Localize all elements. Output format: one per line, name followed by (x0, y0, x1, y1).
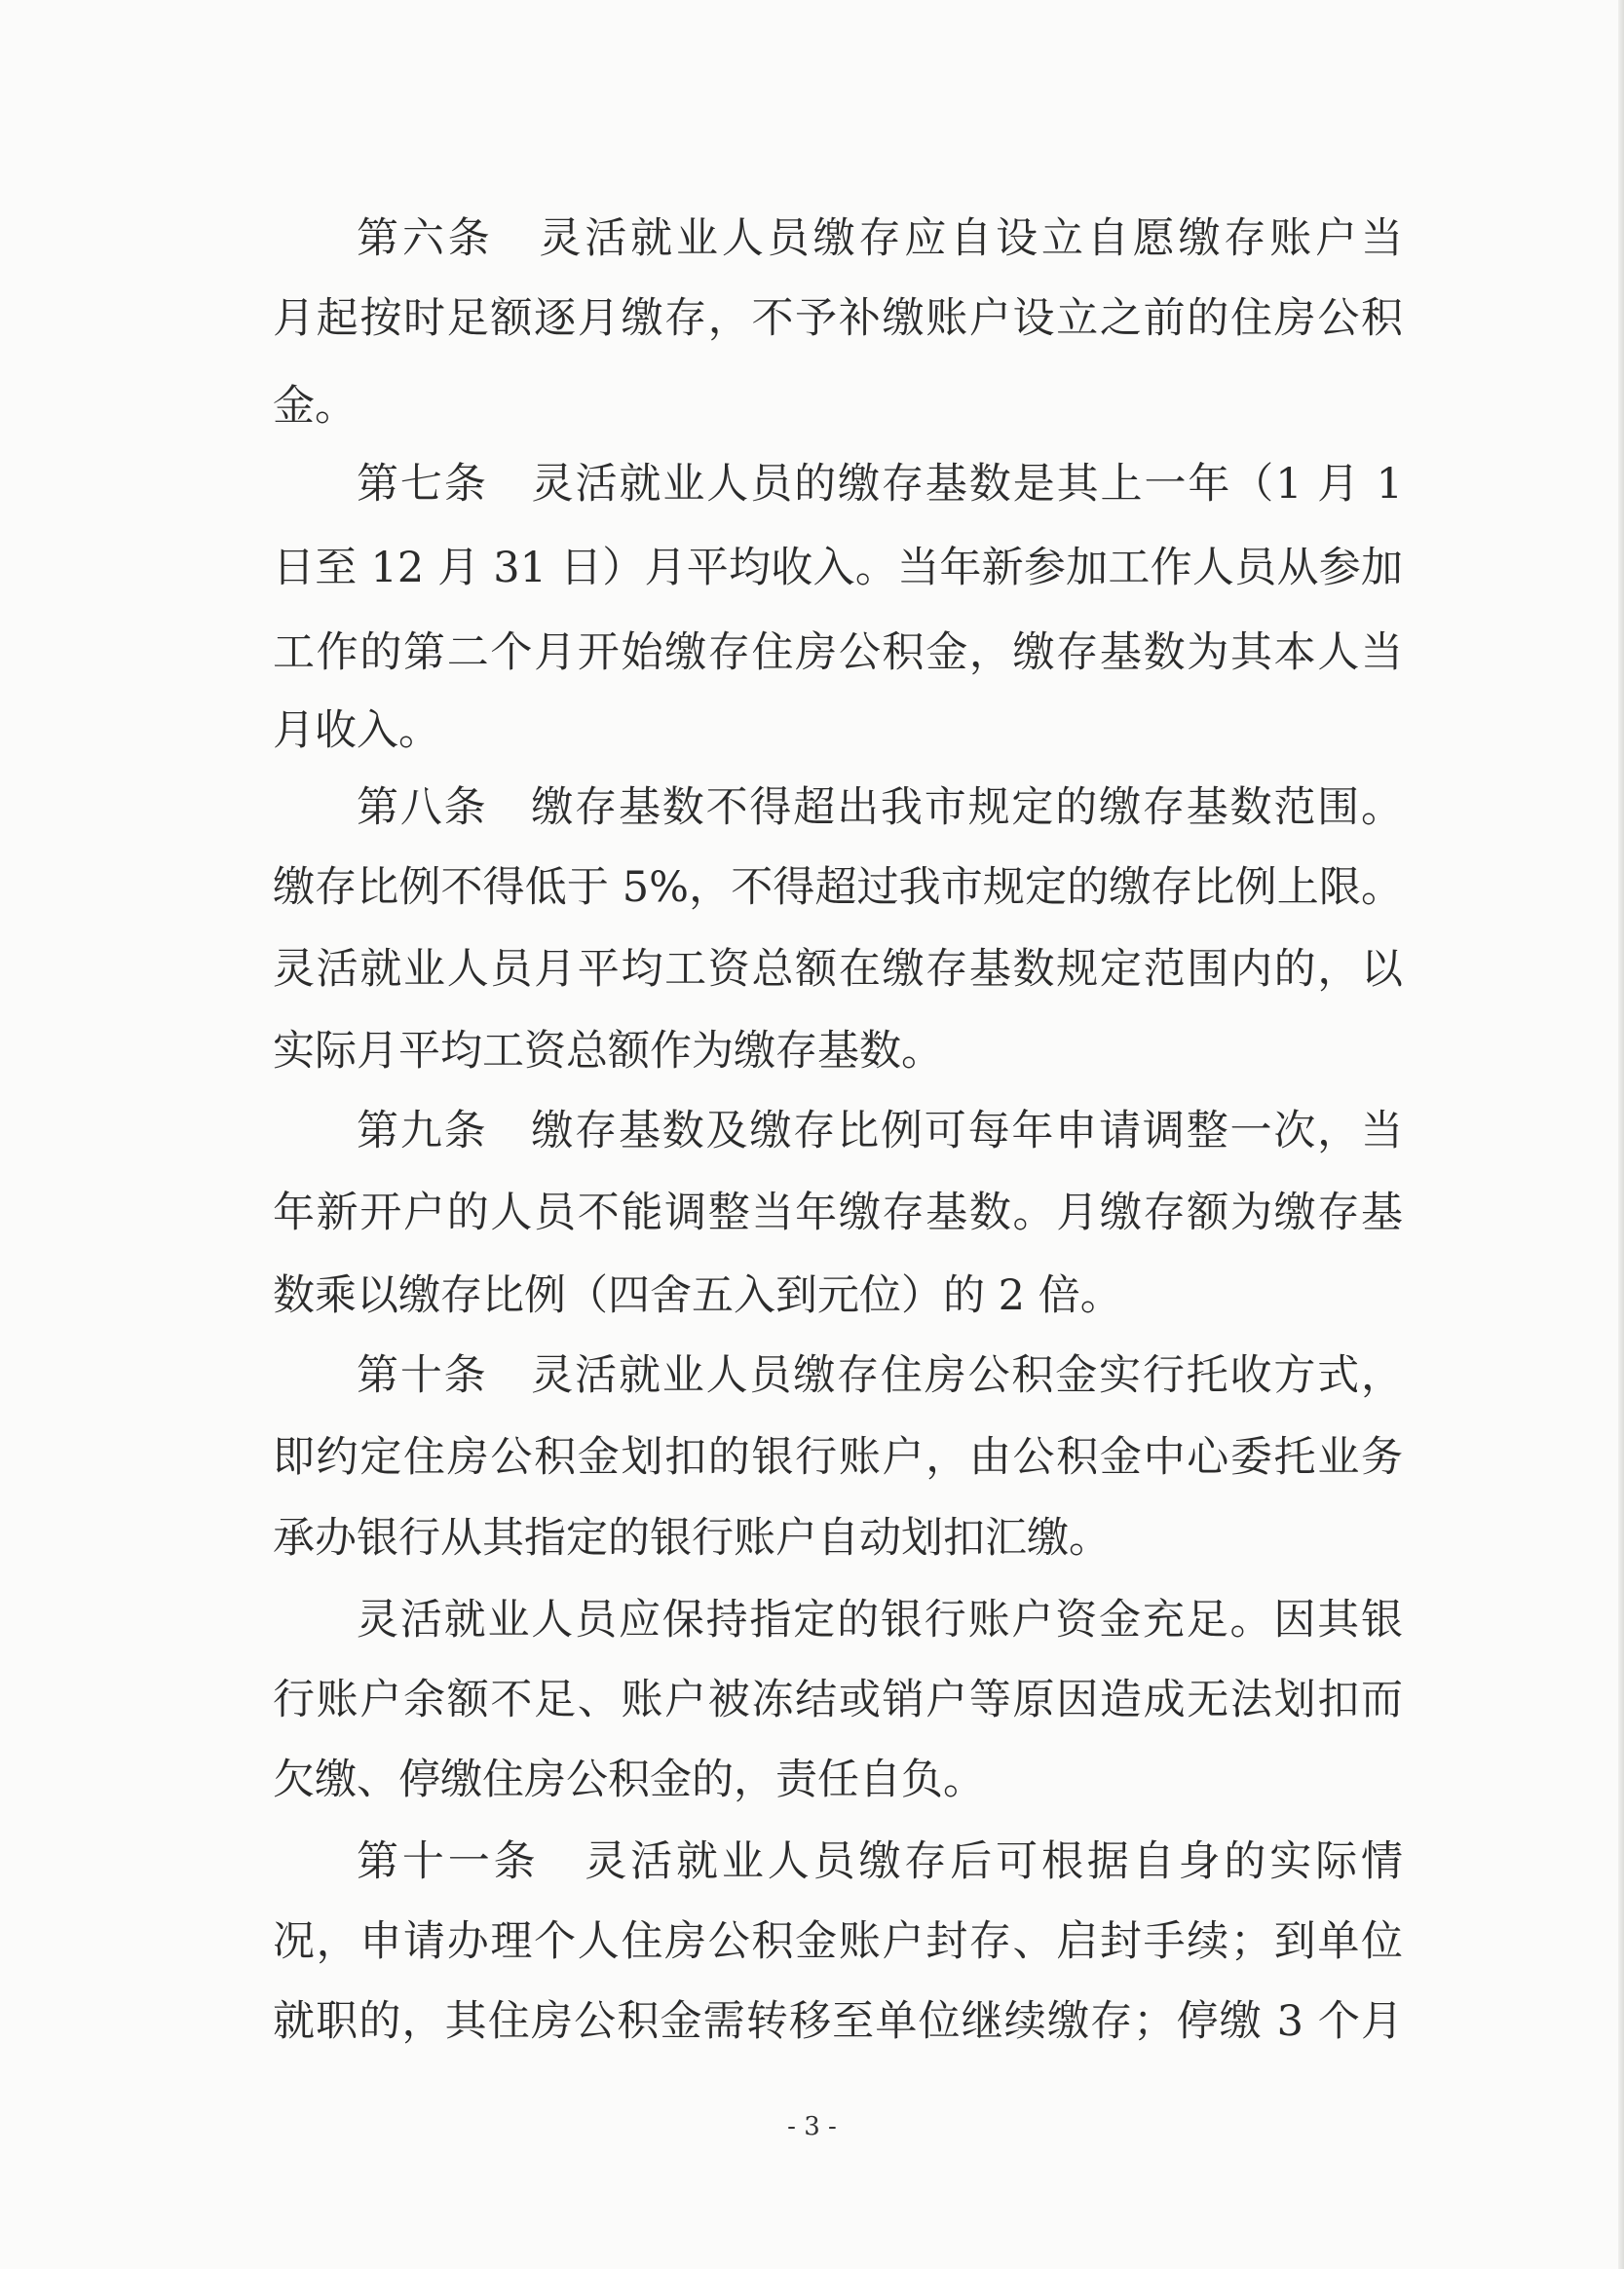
article-8-line-4: 实际月平均工资总额作为缴存基数。 (273, 1027, 943, 1076)
article-7-line-4: 月收入。 (273, 706, 440, 755)
page-number: - 3 - (787, 2112, 837, 2141)
article-9-line-3: 数乘以缴存比例（四舍五入到元位）的 2 倍。 (273, 1271, 1122, 1320)
article-10-para2-line-1: 灵活就业人员应保持指定的银行账户资金充足。因其银 (357, 1596, 1403, 1645)
article-6-line-3: 金。 (273, 382, 357, 431)
article-11-line-1: 第十一条 灵活就业人员缴存后可根据自身的实际情 (357, 1837, 1403, 1886)
article-7-line-2: 日至 12 月 31 日）月平均收入。当年新参加工作人员从参加 (273, 544, 1403, 592)
article-8-line-1: 第八条 缴存基数不得超出我市规定的缴存基数范围。 (357, 783, 1403, 832)
article-6-line-1: 第六条 灵活就业人员缴存应自设立自愿缴存账户当 (357, 214, 1403, 263)
scan-edge (1618, 0, 1624, 2269)
article-10-para2-line-2: 行账户余额不足、账户被冻结或销户等原因造成无法划扣而 (273, 1676, 1403, 1724)
article-10-line-1: 第十条 灵活就业人员缴存住房公积金实行托收方式， (357, 1351, 1403, 1400)
article-6-line-2: 月起按时足额逐月缴存，不予补缴账户设立之前的住房公积 (273, 294, 1403, 343)
article-9-line-2: 年新开户的人员不能调整当年缴存基数。月缴存额为缴存基 (273, 1189, 1403, 1237)
article-10-line-3: 承办银行从其指定的银行账户自动划扣汇缴。 (273, 1514, 1111, 1563)
article-8-line-3: 灵活就业人员月平均工资总额在缴存基数规定范围内的，以 (273, 945, 1403, 994)
article-8-line-2: 缴存比例不得低于 5%，不得超过我市规定的缴存比例上限。 (273, 863, 1403, 912)
article-10-line-2: 即约定住房公积金划扣的银行账户，由公积金中心委托业务 (273, 1433, 1403, 1482)
article-7-line-3: 工作的第二个月开始缴存住房公积金，缴存基数为其本人当 (273, 628, 1403, 677)
article-10-para2-line-3: 欠缴、停缴住房公积金的，责任自负。 (273, 1756, 985, 1804)
article-7-line-1: 第七条 灵活就业人员的缴存基数是其上一年（1 月 1 (357, 460, 1403, 509)
article-11-line-2: 况，申请办理个人住房公积金账户封存、启封手续；到单位 (273, 1917, 1403, 1966)
article-9-line-1: 第九条 缴存基数及缴存比例可每年申请调整一次，当 (357, 1107, 1403, 1155)
article-11-line-3: 就职的，其住房公积金需转移至单位继续缴存；停缴 3 个月 (273, 1997, 1403, 2046)
